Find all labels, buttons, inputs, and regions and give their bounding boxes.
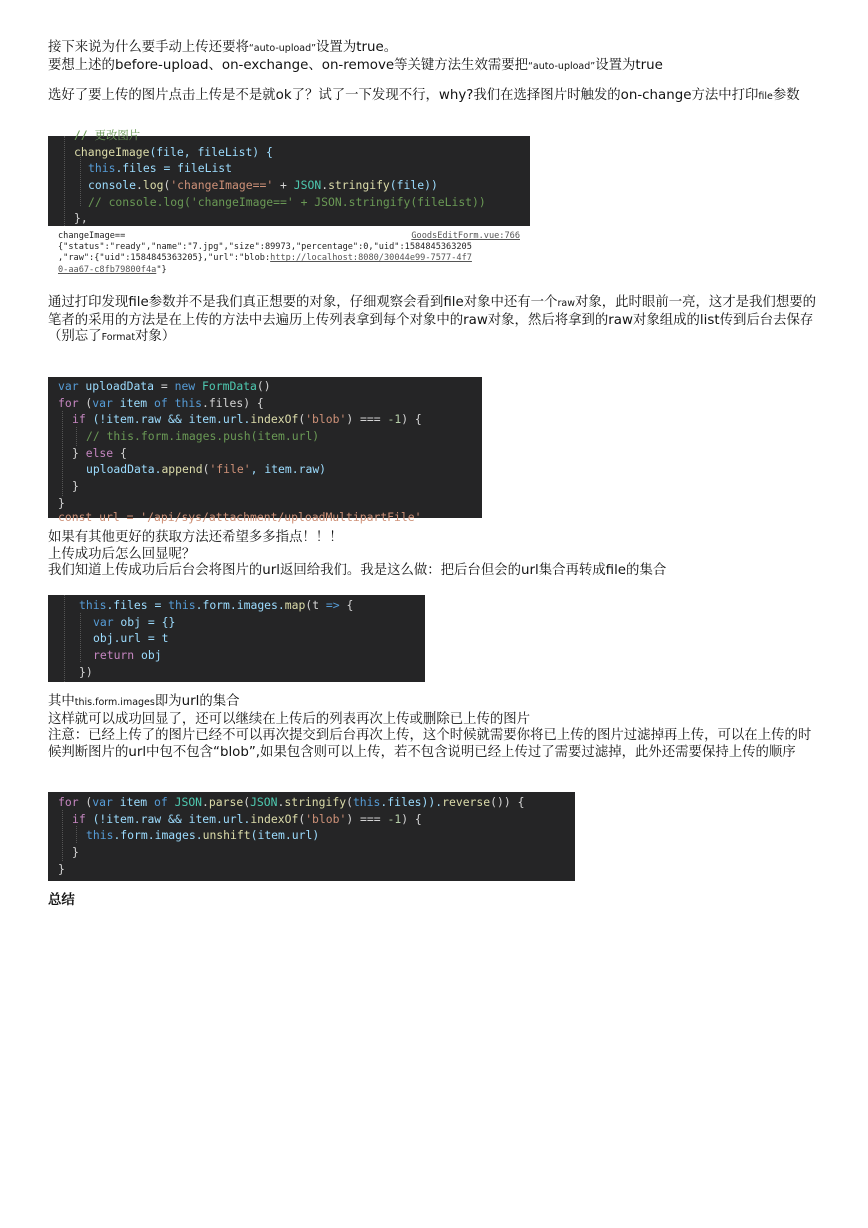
paragraph-auto-upload [48, 40, 823, 75]
text: 注意：已经上传了的图片已经不可以再次提交到后台再次上传，这个时候就需要你将已上传的图片过滤掉再上传，可以在上传的时候判断图片的url中包不包含“blob”,如果包含则可以上传，若不包含说明已经上传过了需要过滤掉，此外还需要保持上传的顺序 [48, 728, 812, 760]
code-screenshot-upload-data [48, 377, 482, 524]
code-line: var obj = {} [93, 614, 176, 629]
code-line: } else { [72, 445, 127, 460]
console-output [48, 226, 530, 282]
text: 其中 [48, 694, 75, 709]
blob-link-continued[interactable]: 0-aa67-c8fb79800f4a [58, 264, 157, 275]
paragraph-note [48, 694, 823, 761]
text: 如果有其他更好的获取方法还希望多多指点！！！ [48, 530, 343, 545]
text: 要想上述的before-upload、on-exchange、on-remove等关键方法生效需要把 [48, 57, 529, 73]
paragraph-raw-object [48, 295, 823, 347]
console-line: 0-aa67-c8fb79800f4a"} [58, 264, 167, 275]
code-line: } [72, 479, 79, 494]
summary-heading [48, 893, 823, 910]
indent-guide [64, 136, 65, 226]
code-line: return obj [93, 648, 162, 663]
code-line: uploadData.append('file', item.raw) [86, 462, 327, 477]
text: 接下来说为什么要手动上传还要将 [48, 40, 249, 55]
code-line: this.files = this.form.images.map(t => { [79, 598, 354, 612]
code-screenshot-change-image [48, 128, 530, 226]
code-line: } [72, 845, 79, 860]
code-line: var uploadData = new FormData() [58, 379, 271, 393]
console-label: changeImage== [58, 231, 126, 241]
code-line: // 更改图片 [74, 128, 141, 142]
code-line: // console.log('changeImage==' + JSON.stringify(fileList)) [88, 194, 486, 209]
paragraph-on-change [48, 88, 823, 106]
code-line: this.files = fileList [88, 161, 233, 176]
code-line-cut-off: const url = '/api/sys/attachment/uploadMultipartFile' [58, 509, 422, 524]
indent-guide [80, 154, 81, 206]
inline-small-text: “auto-upload” [528, 60, 596, 72]
code-line: for (var item of JSON.parse(JSON.stringify(this.files)).reverse()) { [58, 795, 525, 809]
code-line: obj.url = t [93, 631, 169, 646]
inline-small-text: Format [101, 332, 136, 343]
code-line: // this.form.images.push(item.url) [86, 429, 320, 444]
text: 设置为true [595, 57, 663, 73]
code-line: if (!item.raw && item.url.indexOf('blob') === -1) { [72, 811, 422, 826]
indent-guide [76, 427, 77, 446]
console-line: {"status":"ready","name":"7.jpg","size":89973,"percentage":0,"uid":1584845363205 [58, 242, 472, 253]
text: 总结 [48, 893, 75, 908]
text: 对象，此时眼前一亮，这才是我们想要的 [574, 295, 816, 310]
text: 选好了要上传的图片点击上传是不是就ok了？试了一下发现不行，why?我们在选择图片时触发的on-change方法中打印 [48, 88, 759, 103]
code-screenshot-unshift [48, 792, 575, 881]
text: 对象） [135, 329, 176, 344]
code-line: this.form.images.unshift(item.url) [86, 828, 320, 843]
text: 设置为true。 [316, 40, 398, 55]
text: 我们知道上传成功后后台会将图片的url返回给我们。我是这么做：把后台但会的url集合再转成file的集合 [48, 563, 667, 578]
inline-small-text: this.form.images [74, 697, 155, 708]
console-source-link[interactable]: GoodsEditForm.vue:766 [411, 231, 520, 241]
indent-guide [62, 411, 63, 496]
text: 这样就可以成功回显了，还可以继续在上传后的列表再次上传或删除已上传的图片 [48, 711, 531, 727]
indent-guide [76, 826, 77, 843]
console-line: ,"raw":{"uid":1584845363205},"url":"blob:http://localhost:8080/30044e99-7577-4f7 [58, 253, 472, 264]
code-line: } [58, 861, 65, 876]
code-line: } [58, 495, 65, 510]
code-line: }, [74, 211, 88, 226]
text: 即为url的集合 [154, 694, 240, 709]
text: 参数 [772, 88, 800, 103]
indent-guide [62, 810, 63, 861]
indent-guide [64, 595, 65, 682]
text: 通过打印发现file参数并不是我们真正想要的对象，仔细观察会看到file对象中还有一个 [48, 295, 558, 310]
blob-link[interactable]: http://localhost:8080/30044e99-7577-4f7 [270, 253, 472, 264]
paragraph-echo [48, 530, 823, 580]
text: 笔者的采用的方法是在上传的方法中去遍历上传列表拿到每个对象中的raw对象，然后将拿到的raw对象组成的list传到后台去保存（别忘了 [48, 312, 814, 344]
code-screenshot-map-images [48, 595, 425, 682]
code-line: console.log('changeImage==' + JSON.stringify(file)) [88, 178, 438, 193]
code-line: for (var item of this.files) { [58, 395, 264, 410]
inline-small-text: raw [557, 298, 575, 309]
inline-small-text: “auto-upload” [248, 43, 317, 54]
indent-guide [80, 613, 81, 662]
code-line: if (!item.raw && item.url.indexOf('blob') === -1) { [72, 412, 422, 427]
inline-small-text: file [758, 91, 773, 102]
code-line: }) [79, 664, 93, 679]
text: 上传成功后怎么回显呢？ [48, 546, 196, 562]
code-line: changeImage(file, fileList) { [74, 144, 273, 159]
